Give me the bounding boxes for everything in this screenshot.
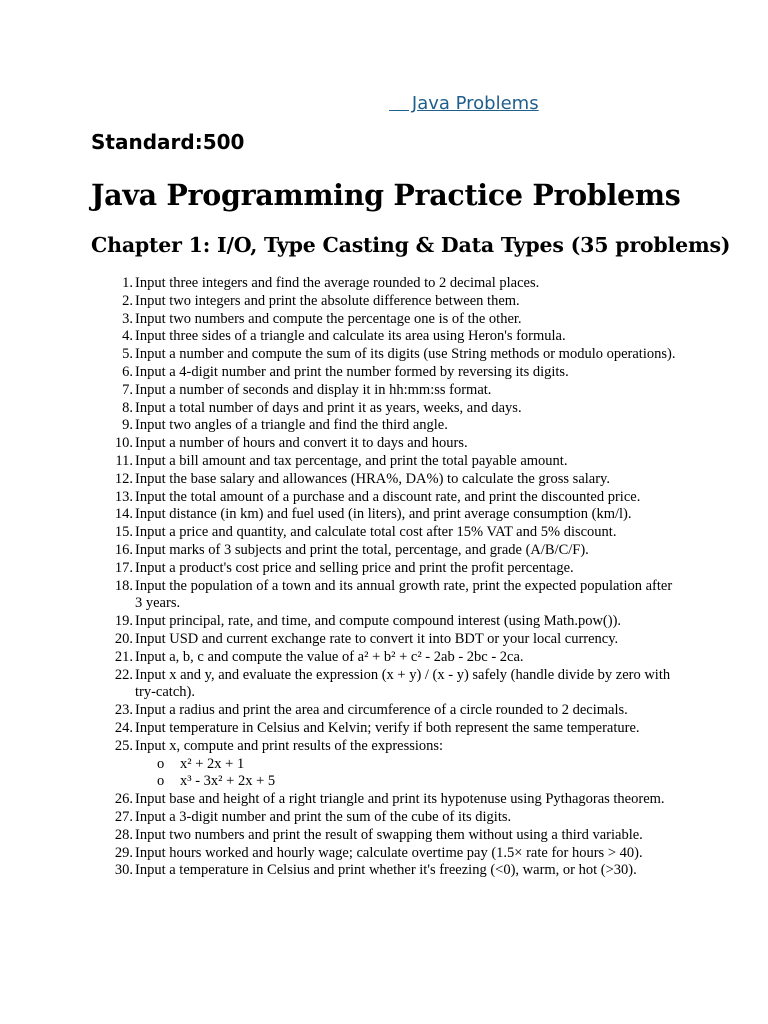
standard-label: Standard:500 xyxy=(91,130,245,154)
problem-text: Input a number of seconds and display it in hh:mm:ss format. xyxy=(135,381,492,398)
problem-item xyxy=(90,346,680,364)
problem-item xyxy=(90,328,680,346)
problem-item xyxy=(90,400,680,418)
expression-text: x² + 2x + 1 xyxy=(180,755,245,772)
problem-text: Input a number of hours and convert it to days and hours. xyxy=(135,435,468,452)
problem-item xyxy=(90,453,680,471)
java-problems-link[interactable]: Java Problems xyxy=(389,93,539,114)
problem-text: Input a bill amount and tax percentage, and print the total payable amount. xyxy=(135,452,568,469)
problem-number: 27. xyxy=(114,808,133,825)
problem-text: Input base and height of a right triangle and print its hypotenuse using Pythagoras theorem. xyxy=(135,791,665,808)
problem-item xyxy=(90,720,680,738)
problem-item xyxy=(90,578,680,614)
problem-text: Input three integers and find the average rounded to 2 decimal places. xyxy=(135,275,540,291)
expression-item xyxy=(135,773,680,791)
problem-number: 14. xyxy=(114,506,133,523)
problem-item xyxy=(90,845,680,863)
problem-text: Input two angles of a triangle and find the third angle. xyxy=(135,417,448,434)
problem-text: Input two integers and print the absolute difference between them. xyxy=(135,292,520,309)
problem-number: 2. xyxy=(122,292,133,309)
problem-text: Input the total amount of a purchase and a discount rate, and print the discounted price. xyxy=(135,488,641,505)
problem-item xyxy=(90,364,680,382)
problem-text: Input a, b, c and compute the value of a² + b² + c² - 2ab - 2bc - 2ca. xyxy=(135,648,524,665)
problem-text: Input two numbers and print the result of swapping them without using a third variable. xyxy=(135,826,643,843)
problem-number: 17. xyxy=(114,559,133,576)
problem-number: 29. xyxy=(114,844,133,861)
problem-item xyxy=(90,862,680,880)
problem-text: Input a product's cost price and selling price and print the profit percentage. xyxy=(135,559,574,576)
problem-item xyxy=(90,506,680,524)
problem-number: 21. xyxy=(114,648,133,665)
problem-number: 13. xyxy=(114,488,133,505)
problem-text: Input marks of 3 subjects and print the total, percentage, and grade (A/B/C/F). xyxy=(135,541,589,558)
problem-text: Input hours worked and hourly wage; calculate overtime pay (1.5× rate for hours > 40). xyxy=(135,844,643,861)
problem-item xyxy=(90,560,680,578)
problem-number: 3. xyxy=(122,310,133,327)
problem-text: Input temperature in Celsius and Kelvin; verify if both represent the same temperature. xyxy=(135,719,640,736)
problem-text: Input a 4-digit number and print the number formed by reversing its digits. xyxy=(135,363,569,380)
problem-item xyxy=(90,702,680,720)
chapter-heading: Chapter 1: I/O, Type Casting & Data Types (35 problems) xyxy=(91,233,731,257)
problem-item xyxy=(90,275,680,293)
expression-item xyxy=(135,756,680,774)
problem-text: Input principal, rate, and time, and compute compound interest (using Math.pow()). xyxy=(135,613,622,630)
problem-number: 4. xyxy=(122,328,133,345)
bullet-marker: o xyxy=(157,773,165,790)
problem-number: 11. xyxy=(115,452,133,469)
problem-number: 26. xyxy=(114,791,133,808)
problem-number: 25. xyxy=(114,737,133,754)
problem-item xyxy=(90,524,680,542)
problem-item xyxy=(90,542,680,560)
problem-number: 5. xyxy=(122,346,133,363)
problem-item xyxy=(90,667,680,703)
problem-item xyxy=(90,649,680,667)
problem-number: 24. xyxy=(114,719,133,736)
problem-text: Input three sides of a triangle and calculate its area using Heron's formula. xyxy=(135,328,566,345)
problem-text: Input the base salary and allowances (HRA%, DA%) to calculate the gross salary. xyxy=(135,470,610,487)
problem-number: 6. xyxy=(122,363,133,380)
problem-text: Input a price and quantity, and calculate total cost after 15% VAT and 5% discount. xyxy=(135,524,617,541)
expression-text: x³ - 3x² + 2x + 5 xyxy=(180,773,276,790)
problem-number: 15. xyxy=(114,524,133,541)
problem-text: Input two numbers and compute the percentage one is of the other. xyxy=(135,310,522,327)
problem-number: 30. xyxy=(114,862,133,879)
problem-item xyxy=(90,791,680,809)
problem-number: 7. xyxy=(122,381,133,398)
problem-number: 12. xyxy=(114,470,133,487)
problem-number: 22. xyxy=(114,666,133,683)
problem-text: Input distance (in km) and fuel used (in liters), and print average consumption (km/l). xyxy=(135,506,632,523)
problem-number: 1. xyxy=(122,275,133,291)
problem-item xyxy=(90,827,680,845)
problem-number: 8. xyxy=(122,399,133,416)
problem-list xyxy=(90,275,680,880)
problem-number: 9. xyxy=(122,417,133,434)
problem-number: 20. xyxy=(114,630,133,647)
problem-number: 23. xyxy=(114,702,133,719)
problem-item xyxy=(90,489,680,507)
problem-item xyxy=(90,311,680,329)
problem-number: 18. xyxy=(114,577,133,594)
problem-item xyxy=(90,738,680,791)
bullet-marker: o xyxy=(157,755,165,772)
problem-item xyxy=(90,293,680,311)
problem-item xyxy=(90,631,680,649)
problem-text: Input a total number of days and print it as years, weeks, and days. xyxy=(135,399,522,416)
problem-item xyxy=(90,435,680,453)
problem-text: Input a radius and print the area and circumference of a circle rounded to 2 decimals. xyxy=(135,702,628,719)
problem-item xyxy=(90,417,680,435)
problem-item xyxy=(90,809,680,827)
problem-text: Input the population of a town and its annual growth rate, print the expected population after 3 years. xyxy=(135,577,673,612)
problem-number: 16. xyxy=(114,541,133,558)
problem-text: Input a number and compute the sum of its digits (use String methods or modulo operations). xyxy=(135,346,676,363)
problem-item xyxy=(90,471,680,489)
expression-sublist xyxy=(135,756,680,792)
problem-text: Input a 3-digit number and print the sum of the cube of its digits. xyxy=(135,808,512,825)
page-title: Java Programming Practice Problems xyxy=(91,178,681,212)
problem-item xyxy=(90,613,680,631)
problem-number: 10. xyxy=(114,435,133,452)
problem-number: 19. xyxy=(114,613,133,630)
problem-text: Input a temperature in Celsius and print whether it's freezing (<0), warm, or hot (>30). xyxy=(135,862,637,879)
problem-text: Input x and y, and evaluate the expression (x + y) / (x - y) safely (handle divide by zero with try-catch). xyxy=(135,666,671,701)
problem-item xyxy=(90,382,680,400)
problem-text: Input USD and current exchange rate to convert it into BDT or your local currency. xyxy=(135,630,619,647)
problem-number: 28. xyxy=(114,826,133,843)
problem-text: Input x, compute and print results of the expressions: xyxy=(135,737,444,754)
